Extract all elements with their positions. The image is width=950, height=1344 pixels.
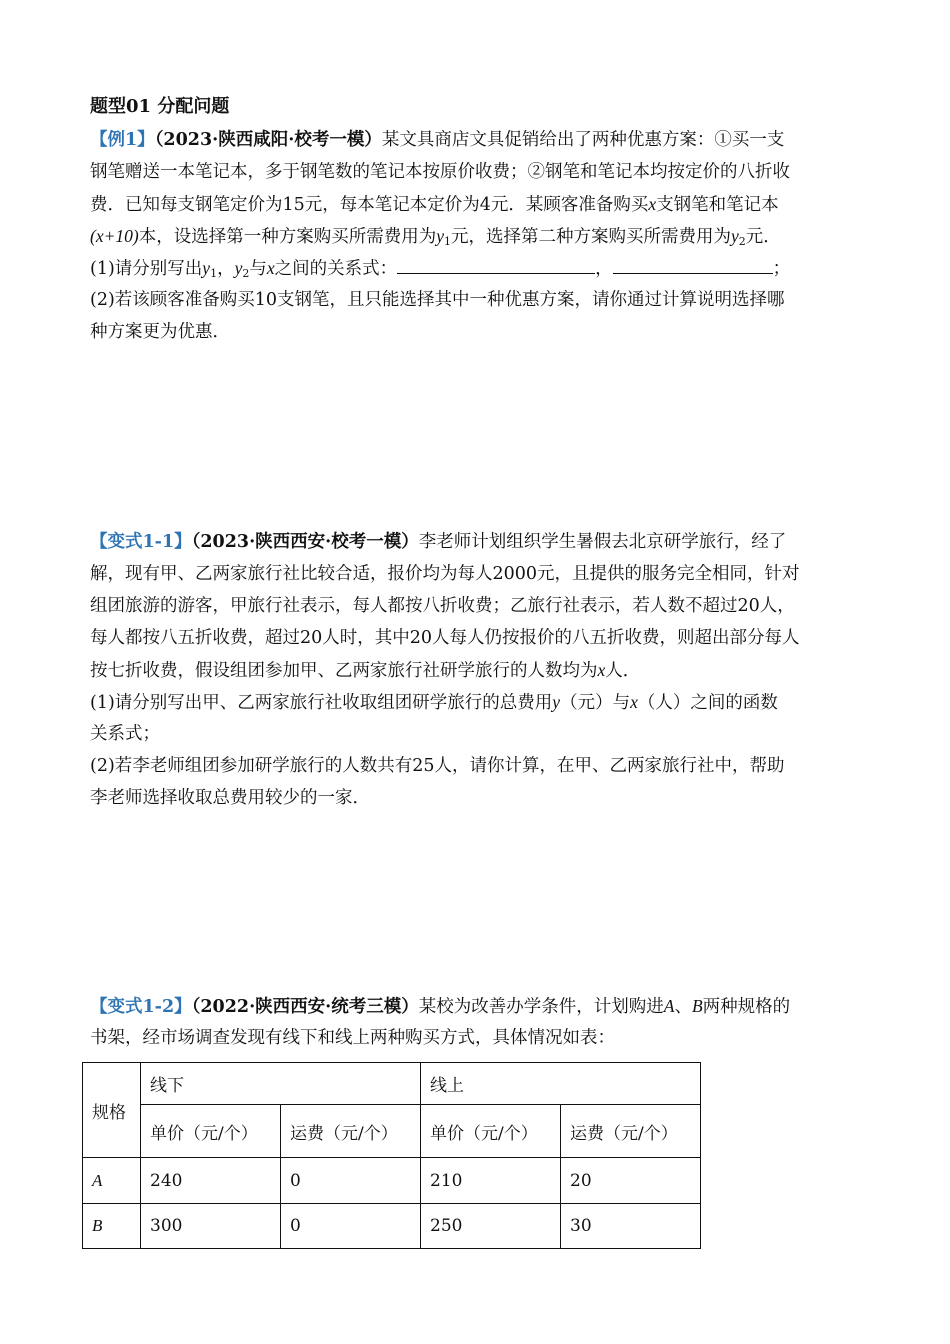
subscript-1-q: 1 [210, 267, 218, 280]
row-label: A [83, 1158, 141, 1204]
variant-1-1-line2: 解，现有甲、乙两家旅行社比较合适，报价均为每人2000元，且提供的服务完全相同，针对 [90, 564, 800, 584]
section-title: 题型01 分配问题 [90, 96, 230, 117]
cell-online-price: 210 [421, 1158, 561, 1204]
variant-1-1-q2-line1: (2)若李老师组团参加研学旅行的人数共有25人，请你计算，在甲、乙两家旅行社中，帮助 [90, 756, 785, 776]
example-1-q2-line1: (2)若该顾客准备购买10支钢笔，且只能选择其中一种优惠方案，请你通过计算说明选择哪 [90, 290, 785, 310]
variant-1-1-source: （2023·陕西西安·校考一模） [191, 532, 419, 552]
var-b: B [691, 996, 703, 1016]
subheader-online-price: 单价（元/个） [421, 1105, 561, 1158]
variant-1-1-tag: 【变式1-1】 [90, 532, 192, 552]
row-label: B [83, 1204, 141, 1249]
subscript-2: 2 [738, 235, 746, 248]
example-1-text-line3a: 费．已知每支钢笔定价为15元，每本笔记本定价为4元．某顾客准备购买 [90, 195, 649, 215]
header-offline: 线下 [141, 1063, 421, 1105]
answer-blank-1 [397, 255, 595, 274]
q1-sep: ， [217, 259, 235, 279]
example-1-q2-line2: 种方案更为优惠． [90, 322, 230, 342]
subheader-offline-price: 单价（元/个） [141, 1105, 281, 1158]
var-y1-q: y [202, 258, 211, 278]
variant-1-1-q1-c: （人）之间的函数 [637, 693, 778, 713]
sep: 、 [674, 997, 692, 1017]
variant-1-1-q1-a: (1)请分别写出甲、乙两家旅行社收取组团研学旅行的总费用 [90, 693, 553, 713]
cell-offline-price: 300 [141, 1204, 281, 1249]
var-a: A [663, 996, 675, 1016]
cell-offline-price: 240 [141, 1158, 281, 1204]
header-spec: 规格 [83, 1063, 141, 1158]
var-x-q: x [266, 258, 275, 278]
cell-offline-ship: 0 [281, 1158, 421, 1204]
q1-b: 与 [249, 259, 267, 279]
var-y2: y [731, 226, 739, 246]
example-1-source: （2023·陕西咸阳·校考一模） [154, 130, 382, 150]
example-1-text-line4c: 元． [745, 227, 781, 247]
expression-x-plus-10: (x+10) [90, 226, 139, 246]
q1-end: ； [772, 259, 791, 279]
variant-1-1-q2-line2: 李老师选择收取总费用较少的一家． [90, 788, 370, 808]
variant-1-2-tag: 【变式1-2】 [90, 997, 192, 1017]
variant-1-1-line5b: 人． [605, 661, 641, 681]
variant-1-1-line4: 每人都按八五折收费，超过20人时，其中20人每人仍按报价的八五折收费，则超出部分每人 [90, 628, 800, 648]
var-y2-q: y [234, 258, 243, 278]
variant-1-2 [90, 990, 860, 1054]
example-1 [90, 124, 860, 348]
bookshelf-price-table [82, 1062, 701, 1249]
example-1-text-line2: 钢笔赠送一本笔记本，多于钢笔数的笔记本按原价收费；②钢笔和笔记本均按定价的八折收 [90, 162, 790, 182]
var-y: y [552, 692, 561, 712]
variant-1-1-line1: 李老师计划组织学生暑假去北京研学旅行，经了 [418, 532, 787, 552]
table-row [83, 1204, 701, 1249]
var-x: x [648, 194, 657, 214]
example-1-text-line3b: 支钢笔和笔记本 [656, 195, 779, 215]
subheader-offline-ship: 运费（元/个） [281, 1105, 421, 1158]
variant-1-1-q1-line2: 关系式； [90, 724, 160, 744]
cell-offline-ship: 0 [281, 1204, 421, 1249]
variant-1-2-source: （2022·陕西西安·统考三模） [191, 997, 419, 1017]
variant-1-1-q1-b: （元）与 [560, 693, 631, 713]
cell-online-ship: 30 [561, 1204, 701, 1249]
subheader-online-ship: 运费（元/个） [561, 1105, 701, 1158]
table-row [83, 1158, 701, 1204]
example-1-text-line4a: 本，设选择第一种方案购买所需费用为 [138, 227, 437, 247]
answer-blank-2 [613, 255, 773, 274]
example-1-text-line4b: 元，选择第二种方案购买所需费用为 [451, 227, 732, 247]
q1-comma: ， [595, 259, 613, 279]
var-x-q: x [630, 692, 638, 712]
var-x: x [597, 660, 606, 680]
q1-c: 之间的关系式： [274, 259, 398, 279]
cell-online-price: 250 [421, 1204, 561, 1249]
variant-1-2-line1a: 某校为改善办学条件，计划购进 [418, 997, 664, 1017]
variant-1-2-line2: 书架，经市场调查发现有线下和线上两种购买方式，具体情况如表： [90, 1028, 615, 1048]
example-1-text-line1: 某文具商店文具促销给出了两种优惠方案：①买一支 [381, 130, 785, 150]
cell-online-ship: 20 [561, 1158, 701, 1204]
variant-1-1 [90, 526, 860, 814]
variant-1-1-line5a: 按七折收费，假设组团参加甲、乙两家旅行社研学旅行的人数均为 [90, 661, 598, 681]
example-1-q1-a: (1)请分别写出 [90, 259, 203, 279]
variant-1-1-line3: 组团旅游的游客，甲旅行社表示，每人都按八折收费；乙旅行社表示，若人数不超过20人， [90, 596, 795, 616]
var-y1: y [436, 226, 445, 246]
subscript-2-q: 2 [242, 267, 250, 280]
variant-1-2-line1b: 两种规格的 [702, 997, 791, 1017]
example-1-tag: 【例1】 [90, 130, 155, 150]
subscript-1: 1 [444, 235, 452, 248]
header-online: 线上 [421, 1063, 701, 1105]
